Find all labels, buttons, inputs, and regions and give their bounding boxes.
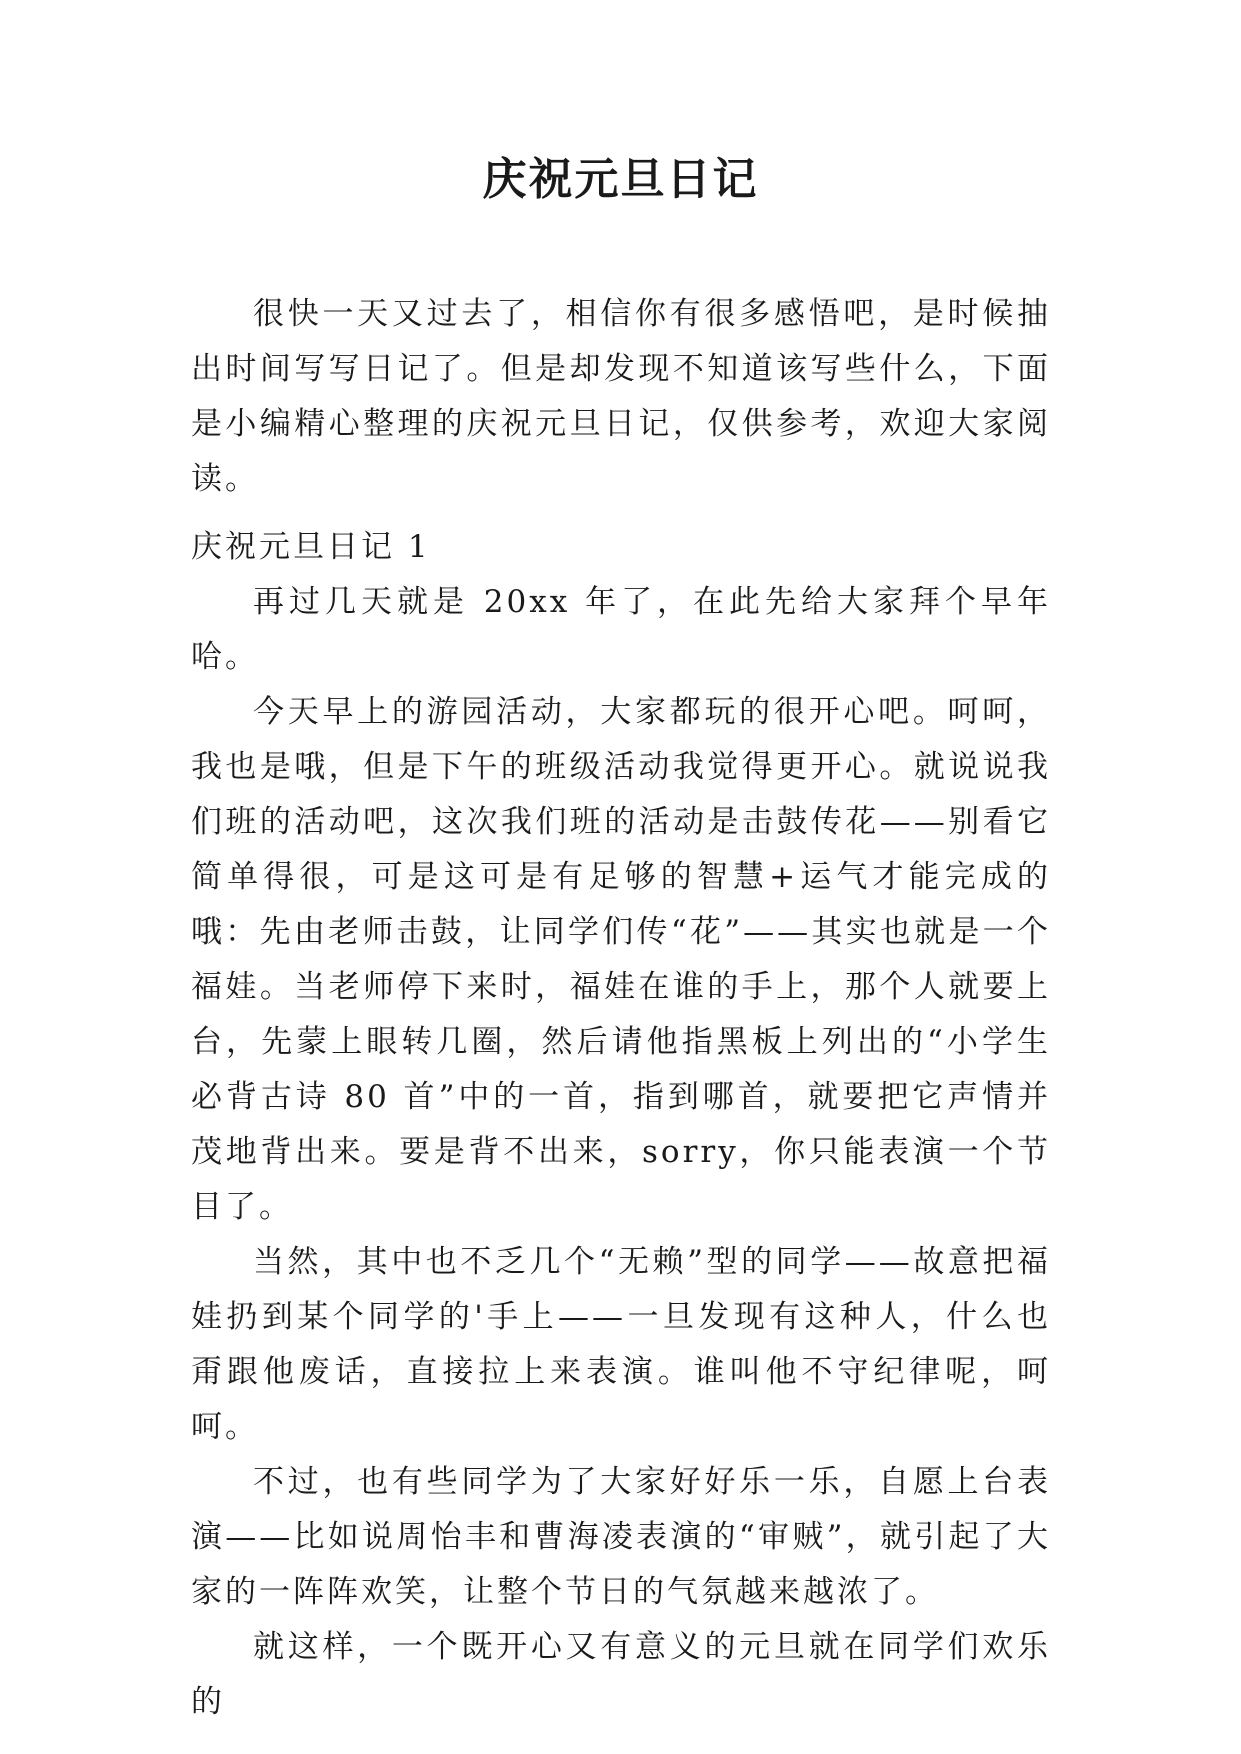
section-heading: 庆祝元旦日记 1 bbox=[191, 529, 431, 565]
body-paragraph: 不过，也有些同学为了大家好好乐一乐，自愿上台表演——比如说周怡丰和曹海凌表演的“审贼”，就引起了大家的一阵阵欢笑，让整个节日的气氛越来越浓了。 bbox=[191, 1464, 1051, 1610]
document-title: 庆祝元旦日记 bbox=[482, 154, 759, 205]
diary-section bbox=[191, 520, 1051, 1730]
body-paragraph: 就这样，一个既开心又有意义的元旦就在同学们欢乐的 bbox=[191, 1629, 1051, 1720]
body-paragraph: 今天早上的游园活动，大家都玩的很开心吧。呵呵，我也是哦，但是下午的班级活动我觉得更开心。就说说我们班的活动吧，这次我们班的活动是击鼓传花——别看它简单得很，可是这可是有足够的智慧+运气才能完成的哦：先由老师击鼓，让同学们传“花”——其实也就是一个福娃。当老师停下来时，福娃在谁的手上，那个人就要上台，先蒙上眼转几圈，然后请他指黑板上列出的“小学生必背古诗 80 首”中的一首，指到哪首，就要把它声情并茂地背出来。要是背不出来，sorry，你只能表演一个节目了。 bbox=[191, 694, 1051, 1225]
intro-paragraph: 很快一天又过去了，相信你有很多感悟吧，是时候抽出时间写写日记了。但是却发现不知道该写些什么，下面是小编精心整理的庆祝元旦日记，仅供参考，欢迎大家阅读。 bbox=[191, 296, 1051, 497]
body-paragraph: 再过几天就是 20xx 年了，在此先给大家拜个早年哈。 bbox=[191, 584, 1051, 675]
body-paragraph: 当然，其中也不乏几个“无赖”型的同学——故意把福娃扔到某个同学的'手上——一旦发现有这种人，什么也甭跟他废话，直接拉上来表演。谁叫他不守纪律呢，呵呵。 bbox=[191, 1244, 1051, 1445]
